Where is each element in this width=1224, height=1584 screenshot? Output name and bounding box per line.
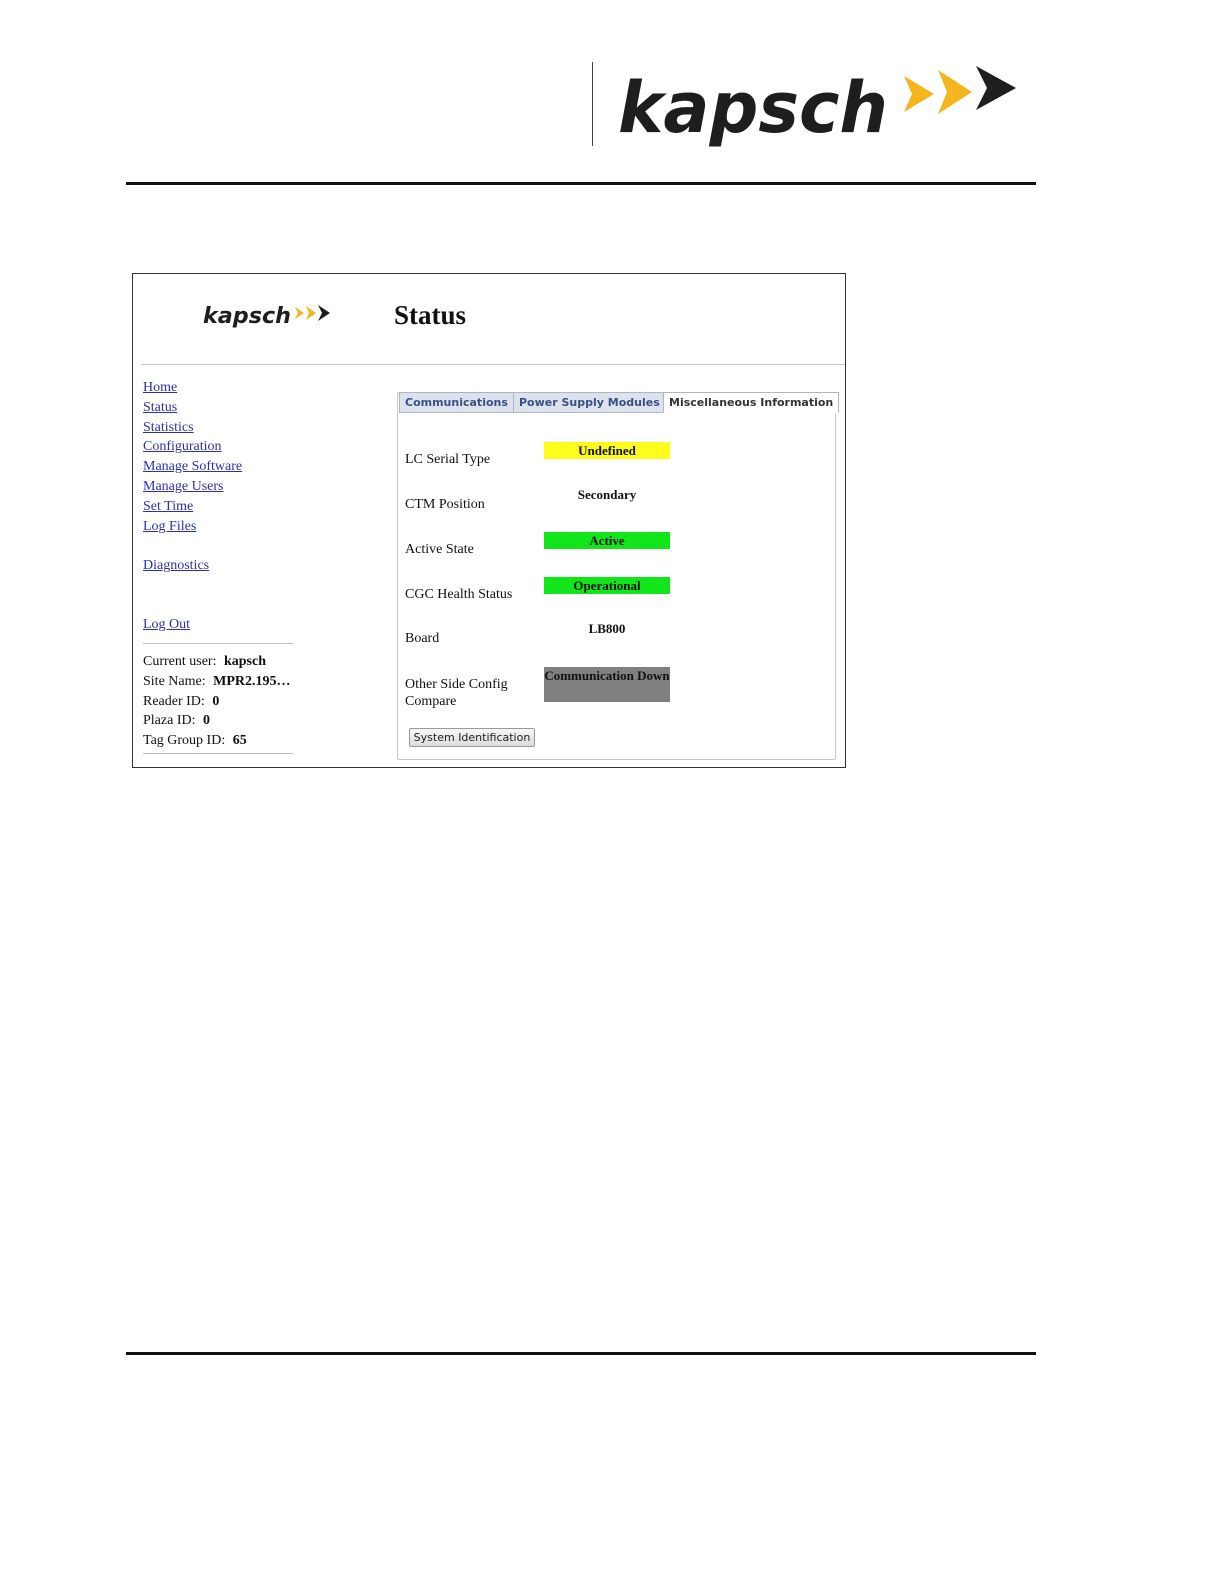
board-value: LB800	[588, 621, 626, 636]
site-name-line	[143, 672, 313, 692]
chevron-icon	[976, 66, 1016, 110]
board-label: Board	[405, 631, 440, 646]
app-logo-text: kapsch	[203, 304, 291, 329]
reader-id-value: 0	[212, 693, 220, 709]
nav-divider	[143, 643, 293, 644]
other-side-config-compare-status: Communication Down	[544, 667, 670, 702]
nav-link-status[interactable]: Status	[143, 399, 178, 415]
app-header	[133, 274, 845, 364]
app-header-divider	[141, 364, 845, 365]
system-identification-button[interactable]: System Identification	[409, 728, 535, 747]
ctm-position-label: CTM Position	[405, 497, 485, 512]
header-divider	[592, 62, 593, 146]
chevron-icon	[306, 306, 316, 320]
site-name-value: MPR2.195…	[213, 673, 291, 689]
ctm-position-value: Secondary	[577, 487, 637, 502]
other-side-config-compare-label: Other Side Config Compare	[405, 677, 508, 709]
nav-link-log-files[interactable]: Log Files	[143, 518, 197, 534]
chevron-icon	[938, 70, 972, 114]
current-user-label: Current user:	[143, 653, 217, 669]
nav-divider	[143, 753, 293, 754]
app-logo	[203, 298, 338, 330]
active-state-status: Active	[544, 532, 670, 549]
nav-link-home[interactable]: Home	[143, 380, 178, 395]
status-screenshot	[132, 273, 846, 768]
page-title: Status	[394, 300, 467, 330]
current-user-value: kapsch	[223, 653, 267, 669]
tab-power-supply-modules[interactable]: Power Supply Modules	[513, 392, 666, 413]
logout-link[interactable]: Log Out	[143, 617, 191, 633]
reader-id-label: Reader ID:	[143, 693, 205, 709]
nav-spacer	[143, 576, 313, 615]
nav-link-configuration[interactable]: Configuration	[143, 439, 222, 455]
plaza-id-value: 0	[202, 713, 210, 729]
nav-link-manage-users[interactable]: Manage Users	[143, 478, 224, 494]
nav-link-set-time[interactable]: Set Time	[143, 498, 194, 514]
kapsch-logo	[616, 58, 1026, 150]
nav-link-manage-software[interactable]: Manage Software	[143, 459, 243, 475]
tag-group-id-line	[143, 731, 313, 751]
site-name-label: Site Name:	[143, 673, 206, 689]
chevron-icon	[295, 307, 304, 319]
tab-communications[interactable]: Communications	[399, 392, 514, 413]
lc-serial-type-status: Undefined	[544, 442, 670, 459]
lc-serial-type-label: LC Serial Type	[405, 452, 491, 467]
tag-group-id-value: 65	[232, 733, 247, 749]
reader-id-line	[143, 692, 313, 712]
plaza-id-line	[143, 711, 313, 731]
chevron-icon	[904, 76, 934, 112]
kapsch-logo-text: kapsch	[618, 67, 888, 149]
active-state-label: Active State	[405, 542, 474, 557]
cgc-health-status-status: Operational	[544, 577, 670, 594]
nav-spacer	[143, 536, 313, 556]
sidebar-nav	[143, 378, 313, 754]
nav-link-diagnostics[interactable]: Diagnostics	[143, 558, 210, 574]
chevron-icon	[318, 305, 330, 321]
current-user-line	[143, 652, 313, 672]
tab-miscellaneous-information[interactable]: Miscellaneous Information	[663, 392, 839, 413]
cgc-health-status-label: CGC Health Status	[405, 587, 513, 602]
plaza-id-label: Plaza ID:	[143, 713, 196, 729]
header-rule	[126, 182, 1036, 185]
tag-group-id-label: Tag Group ID:	[143, 733, 226, 749]
footer-rule	[126, 1352, 1036, 1355]
nav-link-statistics[interactable]: Statistics	[143, 419, 194, 435]
